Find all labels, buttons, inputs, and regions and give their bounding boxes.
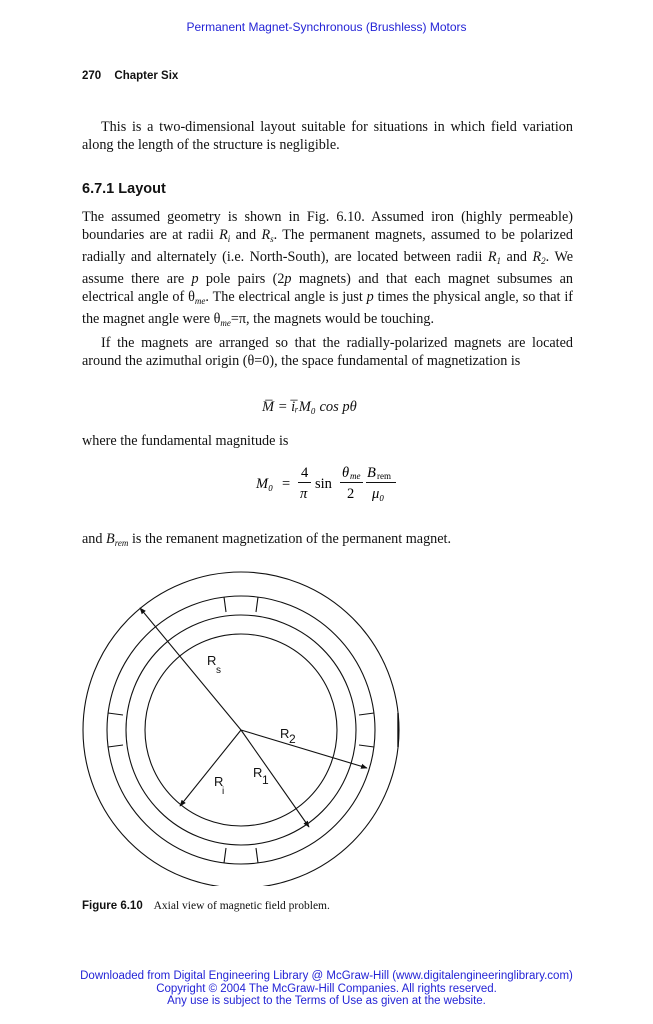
text-run: pole pairs (2 <box>198 271 285 287</box>
magnet-boundary-line <box>224 597 226 612</box>
eq-lhs: M₀ <box>256 476 274 492</box>
remanent-paragraph <box>82 530 573 552</box>
symbol-p: p <box>284 271 292 287</box>
equation-magnetization: M̅ = i̅ᵣM₀ cos pθ <box>262 399 357 415</box>
eq-equals: = <box>282 476 291 492</box>
eq-B: B <box>367 465 376 481</box>
footer <box>0 970 653 1008</box>
symbol-p: p <box>366 289 374 305</box>
subscript: me <box>220 318 231 328</box>
label-Rs-sub: s <box>216 665 221 676</box>
text-run: . We assume there are <box>82 249 573 287</box>
symbol-R: R <box>219 227 228 243</box>
outer-iron-boundary-circle <box>83 572 399 886</box>
text-run: magnets) and that each magnet subsumes an electrical angle of θ <box>82 271 573 305</box>
chapter-line <box>82 70 178 82</box>
magnet-boundary-line <box>359 745 374 747</box>
running-header: Permanent Magnet-Synchronous (Brushless) Motors <box>186 20 467 34</box>
subscript: 1 <box>496 256 502 266</box>
eq-num-4: 4 <box>301 465 309 481</box>
symbol-B: B <box>106 531 115 547</box>
label-R2: R <box>280 726 290 741</box>
text-run: times the physical angle, so that if the magnet angle were θ <box>82 289 573 327</box>
label-Ri: R <box>214 774 224 789</box>
page-number: 270 <box>82 70 102 82</box>
eq-theta-sub: me <box>350 471 361 481</box>
caption-text: Axial view of magnetic field problem. <box>153 900 330 912</box>
text-run: and <box>82 531 107 547</box>
magnets-paragraph: If the magnets are arranged so that the radially-polarized magnets are located around the azimuthal origin (θ=0), the space fundamental of magnetization is <box>82 335 573 369</box>
intro-paragraph: This is a two-dimensional layout suitable for situations in which field variation along the length of the structure is negligible. <box>82 119 573 153</box>
figure-axial-view <box>80 566 410 886</box>
magnet-boundary-line <box>256 597 258 612</box>
eq-den-2: 2 <box>347 486 355 502</box>
layout-paragraph <box>82 208 573 332</box>
subscript: s <box>270 234 274 244</box>
eq-den-pi: π <box>300 486 308 502</box>
magnet-boundary-line <box>108 745 123 747</box>
eq-theta: θ <box>342 465 350 481</box>
symbol-R: R <box>532 249 542 265</box>
text-run: and <box>230 227 262 243</box>
section-heading: 6.7.1 Layout <box>82 181 166 197</box>
label-R2-sub: 2 <box>289 732 296 746</box>
label-Ri-sub: i <box>222 786 225 797</box>
figure-number: Figure 6.10 <box>82 900 143 912</box>
text-run: . The permanent magnets, assumed to be polarized radially and alternately (i.e. North-South), are located between radii <box>82 227 573 265</box>
subscript: rem <box>114 538 129 548</box>
eq-B-sub: rem <box>377 471 391 481</box>
eq-sin: sin <box>315 476 332 492</box>
label-Rs: R <box>207 653 217 668</box>
magnet-boundary-line <box>359 713 374 715</box>
symbol-R: R <box>261 227 271 243</box>
label-R1: R <box>253 765 263 780</box>
figure-caption <box>82 900 330 912</box>
magnet-boundary-line <box>256 848 258 863</box>
footer-line-download[interactable]: Downloaded from Digital Engineering Library @ McGraw-Hill (www.digitalengineeringlibrary.com) <box>80 970 573 982</box>
symbol-p: p <box>191 271 199 287</box>
subscript: me <box>194 296 206 306</box>
footer-line-terms[interactable]: Any use is subject to the Terms of Use as given at the website. <box>167 995 486 1007</box>
subscript: 2 <box>541 256 546 266</box>
text-run: The assumed geometry is shown in Fig. 6.10. Assumed iron (highly permeable) boundaries are at radii <box>82 209 573 243</box>
footer-line-copyright: Copyright © 2004 The McGraw-Hill Companies. All rights reserved. <box>156 982 497 995</box>
magnet-boundary-line <box>108 713 123 715</box>
text-run: is the remanent magnetization of the permanent magnet. <box>128 531 452 547</box>
radius-Ri-arrow <box>180 730 241 806</box>
radius-R1-arrow <box>241 730 309 827</box>
equation-fundamental-magnitude <box>250 458 420 506</box>
subscript: i <box>227 234 231 244</box>
eq-den-mu: μ₀ <box>372 486 385 502</box>
magnet-boundary-line <box>224 848 226 863</box>
text-run: =π, the magnets would be touching. <box>230 311 434 327</box>
text-run: . The electrical angle is just <box>205 289 367 305</box>
where-text: where the fundamental magnitude is <box>82 433 289 449</box>
text-run: and <box>501 249 533 265</box>
symbol-R: R <box>487 249 497 265</box>
label-R1-sub: 1 <box>262 773 269 787</box>
radius-R2-arrow <box>241 730 367 768</box>
chapter-label: Chapter Six <box>114 70 179 82</box>
